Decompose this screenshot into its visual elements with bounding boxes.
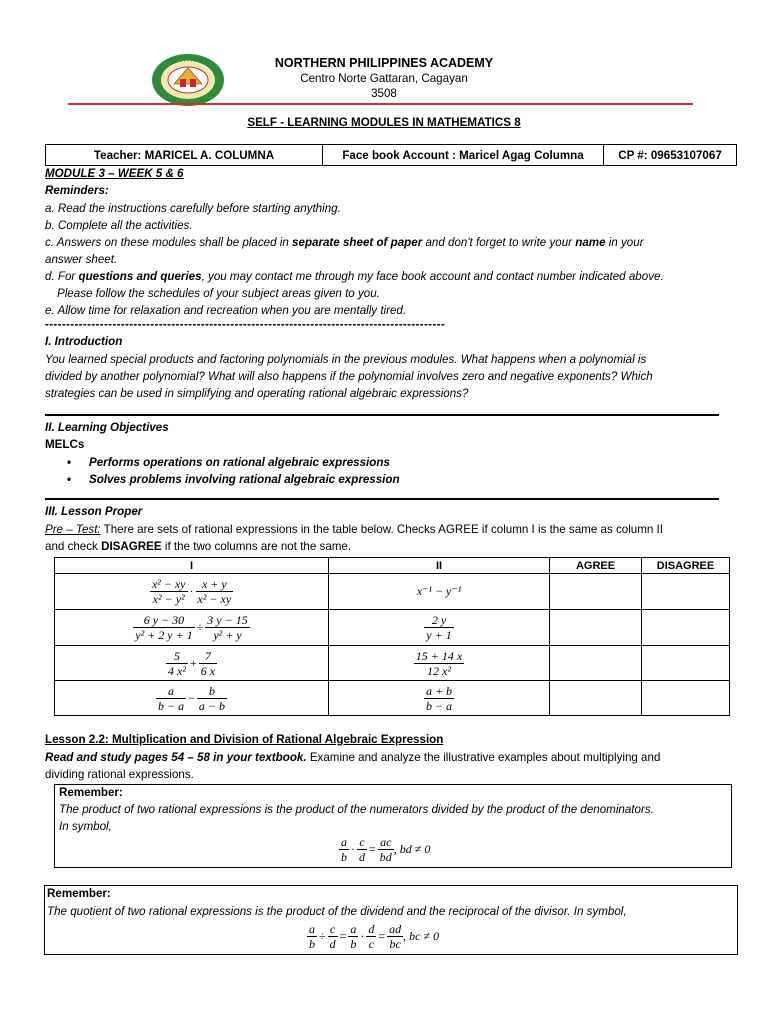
intro-line-2: divided by another polynomial? What will also happens if the polynomial involves zero and negative exponents? Which bbox=[45, 370, 653, 383]
melcs-label: MELCs bbox=[45, 438, 85, 451]
expression-i: $\frac{6 y - 30}{\text{y² + 2 y + 1}}$ ÷ $\frac{3 y - 15}{\text{y² + y}}$ bbox=[55, 610, 329, 646]
objective-item: • Solves problems involving rational algebraic expression bbox=[67, 473, 400, 486]
expression-i: $\frac{\text{x² − xy}}{\text{x² − y²}}$ · $\frac{x + y}{\text{x² − xy}}$ bbox=[55, 574, 329, 610]
reminders-list bbox=[45, 200, 735, 319]
pretest-label: Pre – Test: bbox=[45, 523, 101, 536]
quotient-formula: $\frac{a}{b}$ ÷ $\frac{c}{d}$ = $\frac{a}{b}$ · $\frac{d}{c}$ = $\frac{ad}{bc}$ , bc ≠ 0 bbox=[309, 922, 440, 951]
module-week: MODULE 3 – WEEK 5 & 6 bbox=[45, 167, 184, 180]
disagree-cell[interactable] bbox=[642, 681, 730, 716]
section-rule-2 bbox=[45, 498, 719, 500]
school-address: Centro Norte Gattaran, Cagayan bbox=[300, 72, 468, 85]
table-row bbox=[55, 646, 730, 681]
reminder-e: e. Allow time for relaxation and recreation when you are mentally tired. bbox=[45, 304, 407, 317]
intro-line-1: You learned special products and factoring polynomials in the previous modules. What happens when a polynomial is bbox=[45, 353, 647, 366]
expression-i: $\frac{5}{\text{4 x²}}$ + $\frac{7}{6 x}$ bbox=[55, 646, 329, 681]
remember-box-product bbox=[54, 784, 732, 868]
objectives-heading: II. Learning Objectives bbox=[45, 421, 169, 434]
lesson22-heading: Lesson 2.2: Multiplication and Division of Rational Algebraic Expression bbox=[45, 733, 444, 746]
school-name: NORTHERN PHILIPPINES ACADEMY bbox=[274, 56, 494, 70]
remember-text: The quotient of two rational expressions is the product of the dividend and the reciprocal of the divisor. In symbol, bbox=[47, 905, 627, 918]
remember-box-quotient bbox=[44, 885, 738, 955]
dashed-separator: ----------------------------------------------------------------------------------------------- bbox=[45, 318, 446, 331]
product-formula: $\frac{a}{b}$ · $\frac{c}{d}$ = $\frac{ac}{bd}$ , bd ≠ 0 bbox=[341, 835, 431, 864]
pretest-instructions: Pre – Test: There are sets of rational expressions in the table below. Checks AGREE if column I is the same as column II and check DISAGREE if the two columns are not the same. bbox=[45, 523, 663, 553]
contact-number: CP #: 09653107067 bbox=[604, 145, 737, 166]
teacher-info-table bbox=[45, 144, 737, 166]
reminder-c: c. Answers on these modules shall be placed in separate sheet of paper and don't forget to write your name in your bbox=[45, 236, 644, 249]
reminders-heading: Reminders: bbox=[45, 184, 109, 197]
reminder-d-cont: Please follow the schedules of your subject areas given to you. bbox=[57, 287, 380, 300]
bullet-icon: • bbox=[67, 456, 72, 469]
school-zip: 3508 bbox=[371, 87, 397, 100]
remember-heading: Remember: bbox=[59, 786, 123, 799]
reminder-d: d. For questions and queries, you may contact me through my face book account and contact number indicated above. bbox=[45, 270, 664, 283]
agree-cell[interactable] bbox=[550, 610, 642, 646]
expression-ii: $\frac{15 + 14 x}{\text{12 x²}}$ bbox=[329, 646, 550, 681]
agree-cell[interactable] bbox=[550, 646, 642, 681]
teacher-name: Teacher: MARICEL A. COLUMNA bbox=[46, 145, 323, 166]
col-header-disagree: DISAGREE bbox=[642, 558, 730, 574]
expression-ii: $\frac{2 y}{y + 1}$ bbox=[329, 610, 550, 646]
remember-heading: Remember: bbox=[47, 887, 111, 900]
expression-ii: $\frac{a + b}{b - a}$ bbox=[329, 681, 550, 716]
table-row bbox=[55, 681, 730, 716]
intro-heading: I. Introduction bbox=[45, 335, 123, 348]
section-rule-1 bbox=[45, 414, 719, 416]
disagree-cell[interactable] bbox=[642, 646, 730, 681]
col-header-agree: AGREE bbox=[550, 558, 642, 574]
remember-text: The product of two rational expressions is the product of the numerators divided by the product of the denominators. In symbol, bbox=[59, 803, 654, 833]
agree-cell[interactable] bbox=[550, 681, 642, 716]
col-header-ii: II bbox=[329, 558, 550, 574]
header-red-rule bbox=[68, 103, 693, 105]
col-header-i: I bbox=[55, 558, 329, 574]
lesson22-instructions: Read and study pages 54 – 58 in your textbook. Examine and analyze the illustrative examples about multiplying and dividing rational expressions. bbox=[45, 751, 661, 781]
expression-i: $\frac{a}{b - a}$ − $\frac{b}{a - b}$ bbox=[55, 681, 329, 716]
expression-ii: x⁻¹ − y⁻¹ bbox=[329, 574, 550, 610]
reminder-c-cont: answer sheet. bbox=[45, 253, 118, 266]
disagree-cell[interactable] bbox=[642, 574, 730, 610]
pretest-table bbox=[54, 557, 730, 716]
table-row bbox=[55, 610, 730, 646]
intro-line-3: strategies can be used in simplifying and operating rational algebraic expressions? bbox=[45, 387, 469, 400]
reminder-b: b. Complete all the activities. bbox=[45, 219, 193, 232]
bullet-icon: • bbox=[67, 473, 72, 486]
reminder-a: a. Read the instructions carefully before starting anything. bbox=[45, 202, 341, 215]
lesson-proper-heading: III. Lesson Proper bbox=[45, 505, 143, 518]
disagree-cell[interactable] bbox=[642, 610, 730, 646]
objective-item: • Performs operations on rational algebraic expressions bbox=[67, 456, 390, 469]
pretest-header-row bbox=[55, 558, 730, 574]
table-row bbox=[55, 574, 730, 610]
agree-cell[interactable] bbox=[550, 574, 642, 610]
intro-text bbox=[45, 351, 735, 402]
module-title: SELF - LEARNING MODULES IN MATHEMATICS 8 bbox=[247, 116, 521, 129]
objectives-list bbox=[45, 454, 725, 488]
facebook-account: Face book Account : Maricel Agag Columna bbox=[323, 145, 604, 166]
